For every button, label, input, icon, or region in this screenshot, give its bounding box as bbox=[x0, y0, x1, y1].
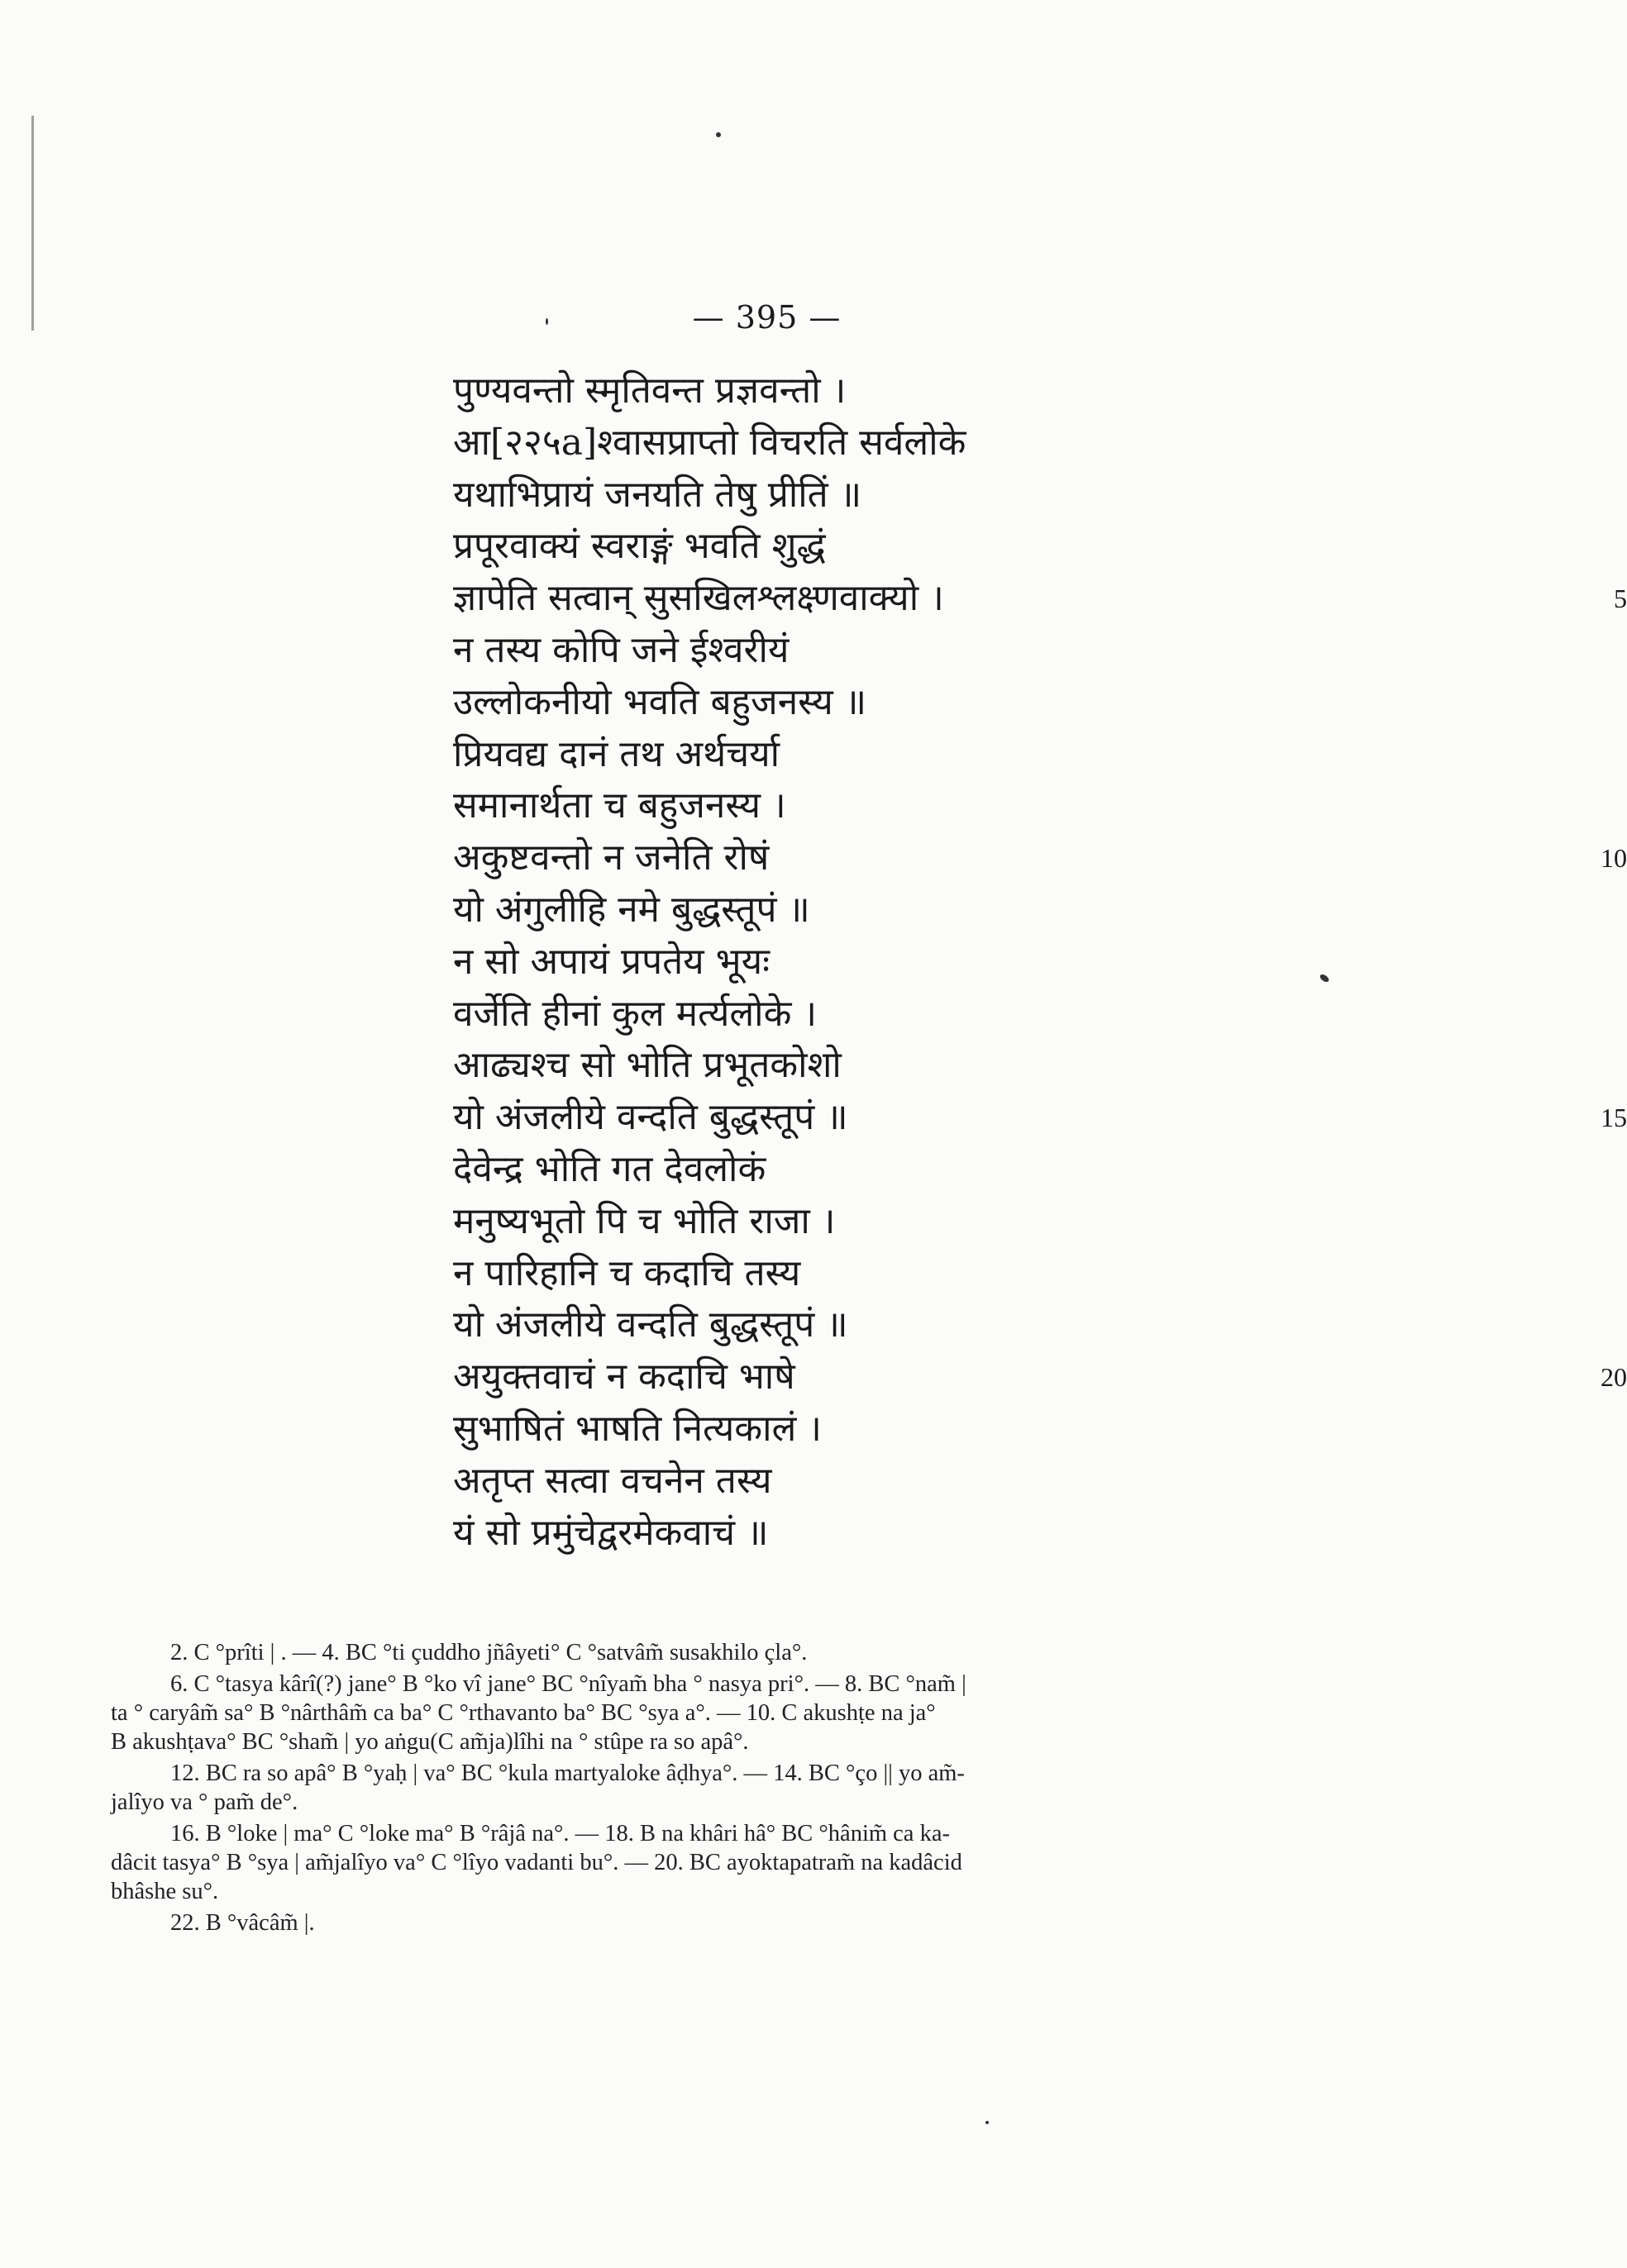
scan-speck bbox=[546, 318, 548, 325]
verse-text: न पारिहानि च कदाचि तस्य bbox=[453, 1251, 801, 1294]
line-number: 10 bbox=[1601, 843, 1627, 874]
note-line: B akushṭava° BC °sham̃ | yo aṅgu(C am̃ja)lîhi na ° stûpe ra so apâ°. bbox=[111, 1729, 749, 1755]
verse-text: न सो अपायं प्रपतेय भूयः bbox=[453, 940, 770, 983]
verse-line bbox=[453, 1040, 1280, 1092]
verse-text: समानार्थता च बहुजनस्य । bbox=[453, 784, 786, 827]
verse-text: मनुष्यभूतो पि च भोति राजा । bbox=[453, 1199, 836, 1242]
verse-line bbox=[453, 573, 1627, 625]
verse-line bbox=[453, 1248, 1280, 1300]
verse-text: आ[२२५a]श्वासप्राप्तो विचरति सर्वलोके bbox=[453, 421, 966, 464]
note-line: 12. BC ra so apâ° B °yaḥ | va° BC °kula martyaloke âḍhya°. — 14. BC °ço || yo am̃- bbox=[170, 1761, 965, 1786]
verse-line bbox=[453, 884, 1280, 936]
page-number: — 395 — bbox=[692, 299, 842, 336]
verse-text: पुण्यवन्तो स्मृतिवन्त प्रज्ञवन्तो । bbox=[453, 369, 847, 412]
verse-line bbox=[453, 1092, 1627, 1144]
verse-line bbox=[453, 417, 1280, 469]
verse-text: यो अंजलीये वन्दति बुद्धस्तूपं ॥ bbox=[453, 1096, 848, 1139]
note-line: 2. C °prîti | . — 4. BC °ti çuddho jñâyeti° C °satvâm̃ susakhilo çla°. bbox=[170, 1640, 808, 1665]
verse-text: न तस्य कोपि जने ईश्वरीयं bbox=[453, 628, 790, 671]
verse-line bbox=[453, 677, 1280, 729]
verse-line bbox=[453, 1456, 1280, 1508]
scan-speck bbox=[716, 132, 721, 137]
note-line: ta ° caryâm̃ sa° B °nârthâm̃ ca ba° C °rthavanto ba° BC °sya a°. — 10. C akushṭe na ja° bbox=[111, 1700, 936, 1726]
verse-line bbox=[453, 832, 1627, 884]
line-number: 15 bbox=[1601, 1103, 1627, 1133]
verse-text: यं सो प्रमुंचेद्वरमेकवाचं ॥ bbox=[453, 1511, 769, 1554]
verse-line bbox=[453, 989, 1280, 1041]
verse-line bbox=[453, 521, 1280, 573]
note-line: 16. B °loke | ma° C °loke ma° B °râjâ na°. — 18. B na khâri hâ° BC °hânim̃ ca ka- bbox=[170, 1821, 950, 1846]
verse-line bbox=[453, 625, 1280, 677]
note-line: jalîyo va ° pam̃ de°. bbox=[111, 1789, 298, 1815]
verse-text: उल्लोकनीयो भवति बहुजनस्य ॥ bbox=[453, 680, 867, 723]
note-line: dâcit tasya° B °sya | am̃jalîyo va° C °lîyo vadanti bu°. — 20. BC ayoktapatram̃ na kadâcid bbox=[111, 1850, 962, 1875]
note-paragraph bbox=[141, 1638, 1215, 1667]
verse-text: सुभाषितं भाषति नित्यकालं । bbox=[453, 1407, 822, 1450]
note-paragraph bbox=[141, 1908, 1215, 1937]
verse-line bbox=[453, 729, 1280, 781]
verse-line bbox=[453, 1351, 1627, 1403]
verse-line bbox=[453, 1508, 1280, 1560]
verse-text: यो अंजलीये वन्दति बुद्धस्तूपं ॥ bbox=[453, 1303, 848, 1346]
verse-line bbox=[453, 936, 1280, 989]
verse-line bbox=[453, 365, 1280, 417]
verse-line bbox=[453, 1403, 1280, 1456]
note-line: 22. B °vâcâm̃ |. bbox=[170, 1910, 315, 1936]
critical-notes bbox=[111, 1638, 1215, 1940]
line-number: 5 bbox=[1614, 584, 1627, 614]
verse-text: ज्ञापेति सत्वान् सुसखिलश्लक्ष्णवाक्यो । bbox=[453, 577, 944, 620]
note-paragraph bbox=[111, 1819, 1215, 1906]
note-paragraph bbox=[111, 1670, 1215, 1756]
note-line: 6. C °tasya kârî(?) jane° B °ko vî jane° BC °nîyam̃ bha ° nasya pri°. — 8. BC °nam̃ | bbox=[170, 1671, 966, 1697]
note-paragraph bbox=[111, 1759, 1215, 1817]
verse-text: अतृप्त सत्वा वचनेन तस्य bbox=[453, 1459, 772, 1502]
scan-speck bbox=[985, 2121, 989, 2124]
verse-line bbox=[453, 1144, 1280, 1196]
verse-line bbox=[453, 780, 1280, 832]
scan-speck bbox=[1319, 973, 1330, 984]
verse-text: अकुष्टवन्तो न जनेति रोषं bbox=[453, 836, 770, 879]
verse-line bbox=[453, 469, 1280, 522]
verse-line bbox=[453, 1196, 1280, 1248]
verse-text: यो अंगुलीहि नमे बुद्धस्तूपं ॥ bbox=[453, 888, 810, 931]
margin-mark bbox=[31, 116, 34, 331]
verse-line bbox=[453, 1299, 1280, 1351]
line-number: 20 bbox=[1601, 1362, 1627, 1393]
verse-block bbox=[453, 365, 1627, 1559]
verse-text: वर्जेति हीनां कुल मर्त्यलोके । bbox=[453, 992, 818, 1035]
verse-text: प्रपूरवाक्यं स्वराङ्गं भवति शुद्धं bbox=[453, 525, 826, 568]
verse-text: प्रियवद्य दानं तथ अर्थचर्या bbox=[453, 732, 780, 775]
verse-text: आढ्यश्च सो भोति प्रभूतकोशो bbox=[453, 1044, 842, 1087]
verse-text: देवेन्द्र भोति गत देवलोकं bbox=[453, 1147, 766, 1190]
verse-text: अयुक्तवाचं न कदाचि भाषे bbox=[453, 1356, 795, 1398]
verse-text: यथाभिप्रायं जनयति तेषु प्रीतिं ॥ bbox=[453, 473, 862, 516]
note-line: bhâshe su°. bbox=[111, 1879, 219, 1904]
